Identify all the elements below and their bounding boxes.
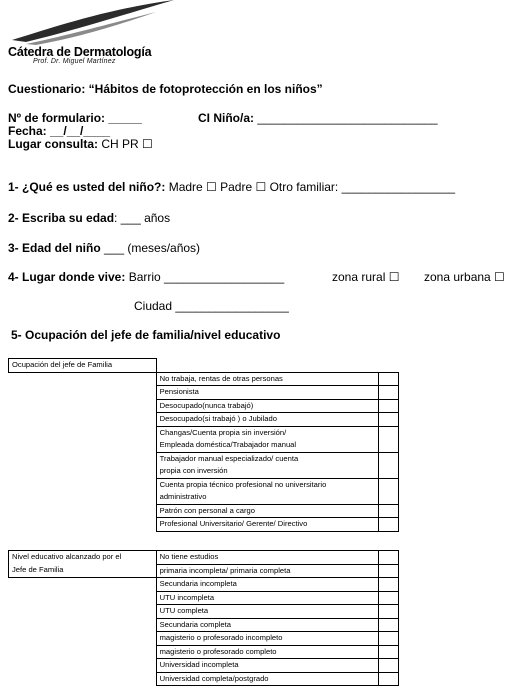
occupation-option-cont: Empleada doméstica/Trabajador manual [156,439,378,452]
question-1-label: 1- ¿Qué es usted del niño?: [8,180,166,194]
education-option: Secundaria completa [156,618,378,632]
education-header-cont: Jefe de Familia [9,564,157,578]
education-option: UTU completa [156,605,378,619]
professor-name: Prof. Dr. Miguel Martínez [33,58,116,65]
table-row [9,551,399,565]
table-row [9,605,399,619]
education-option: primaria incompleta/ primaria completa [156,564,378,578]
questionnaire-title: Cuestionario: “Hábitos de fotoprotección en los niños” [8,82,323,96]
table-row [9,426,399,439]
table-row [9,578,399,592]
occupation-option-cont: administrativo [156,491,378,504]
consult-value: CH PR ☐ [98,137,153,151]
question-2-label: 2- Escriba su edad [8,211,115,225]
question-3 [8,241,200,255]
education-checkbox[interactable] [379,618,399,632]
occupation-option: Cuenta propia técnico profesional no universitario [156,478,378,491]
table-row [9,399,399,413]
occupation-checkbox[interactable] [379,518,399,532]
education-option: No tiene estudios [156,551,378,565]
table-row [9,478,399,491]
education-checkbox[interactable] [379,659,399,673]
table-row [9,465,399,478]
table-row [9,591,399,605]
table-row [9,372,399,386]
education-checkbox[interactable] [379,551,399,565]
city-field[interactable]: Ciudad _________________ [134,299,289,313]
occupation-option-cont: propia con inversión [156,465,378,478]
education-header: Nivel educativo alcanzado por el [9,551,157,565]
table-row [9,452,399,465]
occupation-checkbox[interactable] [379,504,399,518]
occupation-option: Profesional Universitario/ Gerente/ Directivo [156,518,378,532]
logo-swoosh [6,0,186,46]
table-row [9,659,399,673]
ci-field[interactable] [198,111,438,125]
ci-blank: ___________________________ [254,111,438,125]
occupation-option: Trabajador manual especializado/ cuenta [156,452,378,465]
education-option: UTU incompleta [156,591,378,605]
occupation-checkbox[interactable] [379,452,399,478]
occupation-checkbox[interactable] [379,426,399,452]
zona-urbana-option[interactable]: zona urbana ☐ [424,270,505,284]
education-checkbox[interactable] [379,564,399,578]
education-checkbox[interactable] [379,672,399,686]
question-2 [8,211,170,225]
question-2-answer[interactable]: : ___ años [114,211,171,225]
question-4 [8,270,284,284]
table-row [9,564,399,578]
occupation-checkbox[interactable] [379,413,399,427]
table-row [9,645,399,659]
table-row [9,672,399,686]
table-row [9,618,399,632]
question-4-barrio[interactable]: Barrio __________________ [125,270,285,284]
question-3-label: 3- Edad del niño [8,241,101,255]
table-row [9,518,399,532]
question-5-label: 5- Ocupación del jefe de familia/nivel educativo [11,328,281,342]
occupation-option: Desocupado(si trabajó ) o Jubilado [156,413,378,427]
question-1-options[interactable]: Madre ☐ Padre ☐ Otro familiar: _________________ [165,180,456,194]
table-row [9,413,399,427]
education-checkbox[interactable] [379,632,399,646]
occupation-checkbox[interactable] [379,386,399,400]
question-3-answer[interactable]: ___ (meses/años) [100,241,201,255]
education-option: Universidad incompleta [156,659,378,673]
education-checkbox[interactable] [379,578,399,592]
occupation-header: Ocupación del jefe de Familia [9,359,157,373]
table-row [9,386,399,400]
question-4-label: 4- Lugar donde vive: [8,270,126,284]
table-row [9,359,399,373]
education-option: magisterio o profesorado incompleto [156,632,378,646]
ci-label: CI Niño/a: [198,111,254,125]
zona-rural-option[interactable]: zona rural ☐ [332,270,400,284]
education-option: Universidad completa/postgrado [156,672,378,686]
table-row [9,491,399,504]
occupation-option: Changas/Cuenta propia sin inversión/ [156,426,378,439]
education-option: magisterio o profesorado completo [156,645,378,659]
form-number-field[interactable]: Nº de formulario: _____ [8,111,142,125]
date-field[interactable]: Fecha: __/__/____ [8,124,111,138]
education-checkbox[interactable] [379,605,399,619]
brand-name: Cátedra de Dermatología [8,45,152,59]
table-row [9,439,399,452]
occupation-checkbox[interactable] [379,372,399,386]
occupation-option: No trabaja, rentas de otras personas [156,372,378,386]
consult-label: Lugar consulta: [8,137,99,151]
education-option: Secundaria incompleta [156,578,378,592]
question-1 [8,180,455,194]
occupation-option: Desocupado(nunca trabajó) [156,399,378,413]
occupation-checkbox[interactable] [379,399,399,413]
occupation-table [8,358,399,532]
education-table [8,550,399,686]
education-checkbox[interactable] [379,645,399,659]
table-row [9,504,399,518]
occupation-option: Patrón con personal a cargo [156,504,378,518]
consult-location-field[interactable] [8,137,153,151]
occupation-option: Pensionista [156,386,378,400]
occupation-checkbox[interactable] [379,478,399,504]
education-checkbox[interactable] [379,591,399,605]
table-row [9,632,399,646]
